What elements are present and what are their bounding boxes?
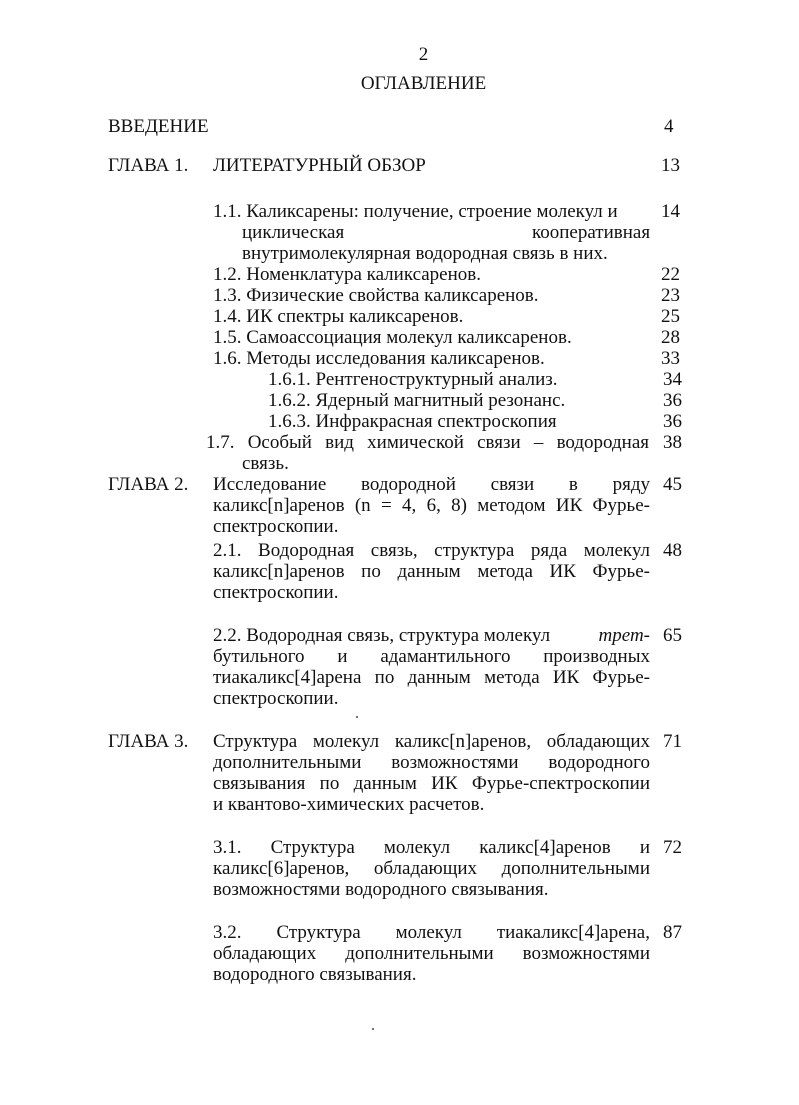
- section-1-4-page: 25: [661, 306, 680, 327]
- section-2-2-line-4: спектроскопии.: [213, 688, 339, 709]
- scan-speck: [356, 716, 358, 718]
- section-1-5-title: 1.5. Самоассоциация молекул каликсаренов.: [213, 327, 572, 348]
- intro-page: 4: [664, 116, 674, 137]
- scan-speck: [372, 1028, 374, 1030]
- section-1-1-line-1: 1.1. Каликсарены: получение, строение молекул и: [213, 201, 618, 222]
- section-3-1-line-3: возможностями водородного связывания.: [213, 879, 549, 900]
- section-1-6-3-page: 36: [663, 411, 682, 432]
- section-1-6-title: 1.6. Методы исследования каликсаренов.: [213, 348, 545, 369]
- section-1-3-page: 23: [661, 285, 680, 306]
- section-2-2-page: 65: [663, 625, 682, 646]
- section-1-2-title: 1.2. Номенклатура каликсаренов.: [213, 264, 481, 285]
- intro-label: ВВЕДЕНИЕ: [108, 116, 209, 137]
- chapter-2-line-2: каликс[n]аренов (n = 4, 6, 8) методом ИК Фурье-: [213, 495, 650, 516]
- section-3-2-line-1: 3.2. Структура молекул тиакаликс[4]арена,: [213, 922, 650, 943]
- chapter-3-label: ГЛАВА 3.: [108, 731, 189, 752]
- section-3-1-line-1: 3.1. Структура молекул каликс[4]аренов и: [213, 837, 650, 858]
- section-3-2-page: 87: [663, 922, 682, 943]
- section-1-5-page: 28: [661, 327, 680, 348]
- chapter-3-line-1: Структура молекул каликс[n]аренов, обладающих: [213, 731, 650, 752]
- chapter-2-line-3: спектроскопии.: [213, 516, 339, 537]
- chapter-2-label: ГЛАВА 2.: [108, 474, 189, 495]
- section-1-7-line-2: связь.: [242, 453, 289, 474]
- chapter-1-label: ГЛАВА 1.: [108, 155, 189, 176]
- chapter-3-line-2: дополнительными возможностями водородного: [213, 752, 650, 773]
- section-2-1-page: 48: [663, 540, 682, 561]
- section-1-6-1-title: 1.6.1. Рентгеноструктурный анализ.: [268, 369, 558, 390]
- chapter-3-page: 71: [663, 731, 682, 752]
- section-1-3-title: 1.3. Физические свойства каликсаренов.: [213, 285, 539, 306]
- section-1-2-page: 22: [661, 264, 680, 285]
- section-2-1-line-2: каликс[n]аренов по данным метода ИК Фурье-: [213, 561, 650, 582]
- section-1-7-line-1: 1.7. Особый вид химической связи – водородная: [206, 432, 649, 453]
- section-2-1-line-3: спектроскопии.: [213, 582, 339, 603]
- section-1-1-line-2b: кооперативная: [532, 222, 651, 243]
- section-2-2-line-2: бутильного и адамантильного производных: [213, 646, 650, 667]
- section-3-2-line-3: водородного связывания.: [213, 964, 417, 985]
- section-1-7-page: 38: [663, 432, 682, 453]
- chapter-2-page: 45: [663, 474, 682, 495]
- section-1-1-page: 14: [661, 201, 680, 222]
- section-1-4-title: 1.4. ИК спектры каликсаренов.: [213, 306, 464, 327]
- page-number: 2: [418, 44, 429, 65]
- chapter-1-page: 13: [661, 155, 680, 176]
- section-1-6-2-page: 36: [663, 390, 682, 411]
- section-1-6-3-title: 1.6.3. Инфракрасная спектроскопия: [268, 411, 557, 432]
- section-3-1-page: 72: [663, 837, 682, 858]
- section-2-2-line-1-italic: трет-: [598, 625, 650, 646]
- section-1-1-line-3: внутримолекулярная водородная связь в них.: [242, 243, 608, 264]
- section-2-2-line-1-text: 2.2. Водородная связь, структура молекул: [213, 625, 551, 646]
- chapter-3-line-4: и квантово-химических расчетов.: [213, 794, 485, 815]
- section-2-1-line-1: 2.1. Водородная связь, структура ряда молекул: [213, 540, 650, 561]
- section-3-1-line-2: каликс[6]аренов, обладающих дополнительными: [213, 858, 650, 879]
- section-3-2-line-2: обладающих дополнительными возможностями: [213, 943, 650, 964]
- section-1-6-1-page: 34: [663, 369, 682, 390]
- chapter-3-line-3: связывания по данным ИК Фурье-спектроскопии: [213, 773, 650, 794]
- page-title: ОГЛАВЛЕНИЕ: [360, 73, 487, 94]
- section-2-2-line-3: тиакаликс[4]арена по данным метода ИК Фурье-: [213, 667, 650, 688]
- section-1-6-2-title: 1.6.2. Ядерный магнитный резонанс.: [268, 390, 566, 411]
- section-1-6-page: 33: [661, 348, 680, 369]
- chapter-1-title: ЛИТЕРАТУРНЫЙ ОБЗОР: [213, 155, 426, 176]
- section-2-2-line-1: [213, 625, 650, 646]
- section-1-1-line-2a: циклическая: [242, 222, 345, 243]
- chapter-2-line-1: Исследование водородной связи в ряду: [213, 474, 650, 495]
